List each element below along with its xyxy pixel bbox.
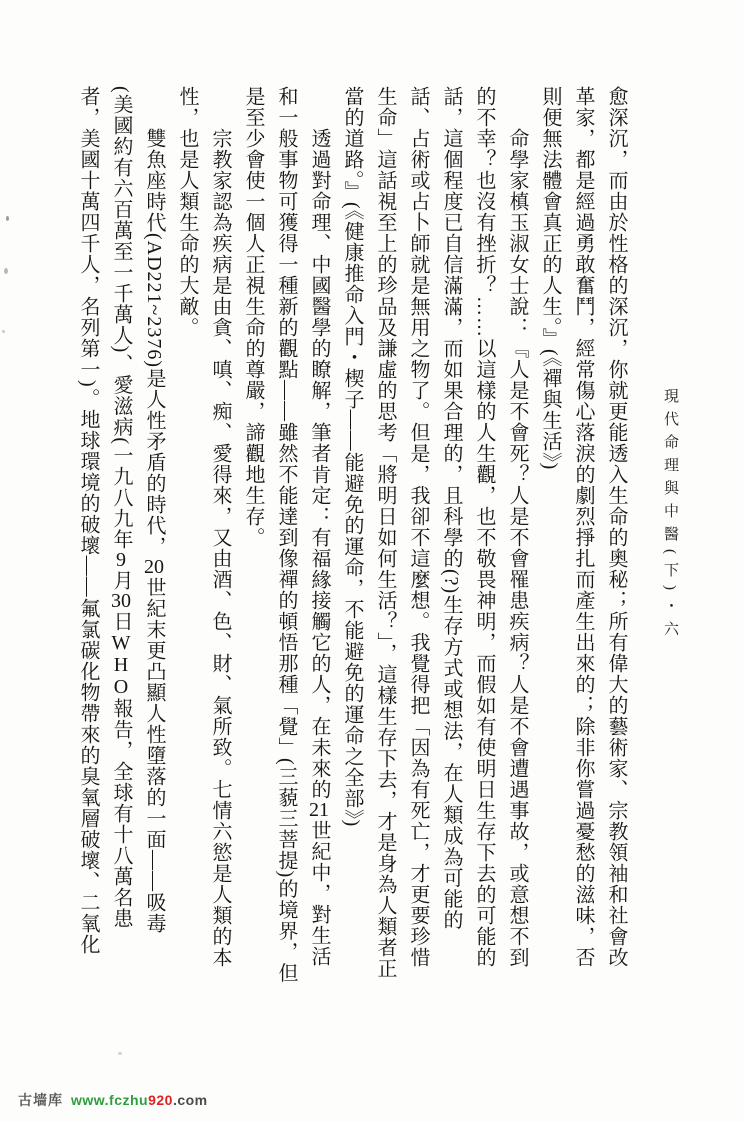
watermark-site-name: 古墙库: [18, 1092, 63, 1108]
text-column-16: (美國約有六百萬至一千萬人)、愛滋病(一九八九年9月30日WHO報告，全球有十八萬名患: [110, 86, 132, 929]
text-column-10: 透過對命理、中國醫學的瞭解，筆者肯定：有福緣接觸它的人，在未來的21世紀中，對生活: [308, 86, 330, 967]
text-column-15: 雙魚座時代(AD221~2376)是人性矛盾的時代，20世紀末更凸顯人性墮落的一面——吸毒: [143, 86, 165, 935]
text-column-5: 的不幸？也沒有挫折？……以這樣的人生觀，也不敬畏神明，而假如有使明日生存下去的可能的: [473, 86, 495, 968]
text-column-14: 性，也是人類生命的大敵。: [176, 86, 198, 338]
text-column-17: 者，美國十萬四千人，名列第一)。地球環境的破壞——氟氯碳化物帶來的臭氧層破壞、二氧化: [77, 86, 99, 955]
text-column-6: 話，這個程度已自信滿滿，而如果合理的，且科學的(?)生存方式或想法，在人類成為可能的: [440, 86, 462, 931]
running-head: 現代命理與中醫(下)・六: [662, 388, 678, 644]
scan-speck: [118, 1052, 122, 1055]
scan-speck: [2, 330, 5, 333]
text-column-2: 革家，都是經過勇敢奮鬥，經常傷心落淚的劇烈掙扎而產生出來的；除非你嘗過憂愁的滋味，否: [572, 86, 594, 968]
watermark-url-number: 920: [148, 1092, 173, 1108]
text-column-7: 話、占術或占卜師就是無用之物了。但是，我卻不這麼想。我覺得把「因為有死亡，才更要珍惜: [407, 86, 429, 968]
watermark: [18, 1092, 208, 1108]
scan-speck: [4, 268, 8, 274]
text-column-1: 愈深沉，而由於性格的深沉，你就更能透入生命的奧秘；所有偉大的藝術家、宗教領袖和社會改: [605, 86, 627, 968]
text-column-9: 當的道路。』(《健康推命入門・楔子——能避免的運命，不能避免的運命之全部》): [341, 86, 363, 828]
text-column-12: 是至少會使一個人正視生命的尊嚴，諦觀地生存。: [242, 86, 264, 548]
text-column-8: 生命」這話視至上的珍品及謙虛的思考「將明日如何生活？」，這樣生存下去，才是身為人類者正: [374, 86, 396, 979]
watermark-url-prefix: www.fczhu: [71, 1092, 149, 1108]
main-text: [71, 86, 632, 1020]
scan-speck: [6, 216, 9, 221]
text-column-4: 命學家槙玉淑女士說：『人是不會死？人是不會罹患疾病？人是不會遭遇事故，或意想不到: [506, 86, 528, 968]
watermark-url: [71, 1092, 208, 1108]
text-column-3: 則便無法體會真正的人生。』(《禪與生活》): [539, 86, 561, 471]
text-column-13: 宗教家認為疾病是由貪、嗔、痴、愛得來，又由酒、色、財、氣所致。七情六慾是人類的本: [209, 86, 231, 968]
watermark-url-suffix: .com: [172, 1092, 208, 1108]
text-column-11: 和一般事物可獲得一種新的觀點——雖然不能達到像禪的頓悟那種「覺」(三藐三菩提)的境界，但: [275, 86, 297, 984]
